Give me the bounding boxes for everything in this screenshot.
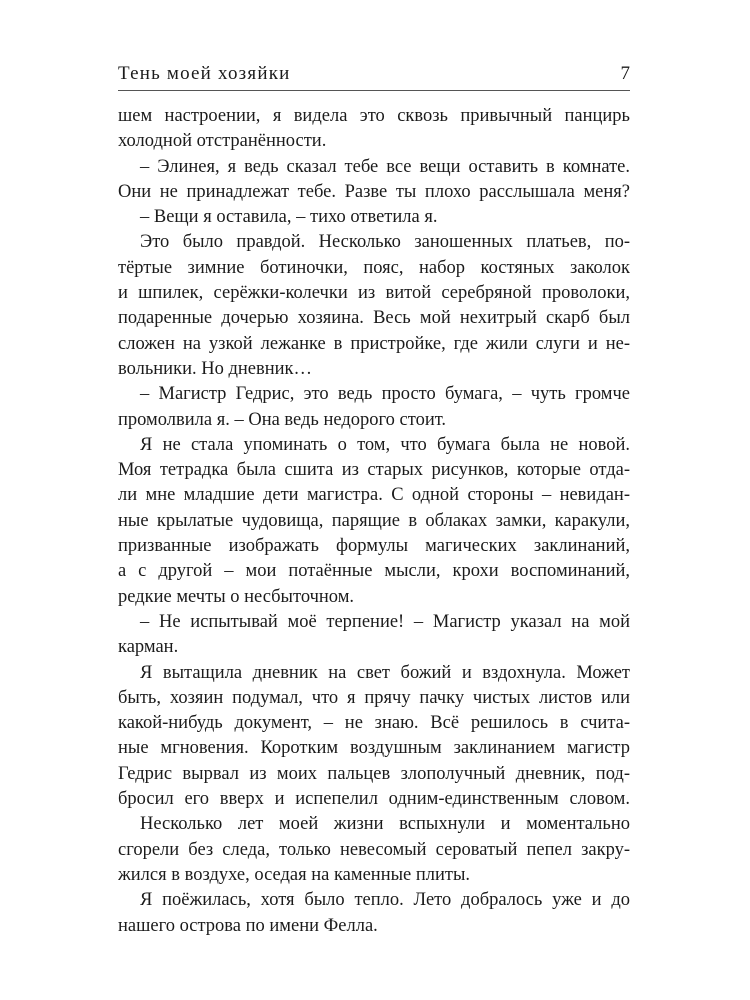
text-line: жился в воздухе, оседая на каменные плиты. xyxy=(118,864,471,885)
text-line: шем настроении, я видела это сквозь привычный панцирь xyxy=(118,106,630,126)
text-line: Несколько лет моей жизни вспыхнули и моментально xyxy=(140,814,630,835)
text-line: бросил его вверх и испепелил одним-единственным словом. xyxy=(118,789,630,810)
text-line: – Элинея, я ведь сказал тебе все вещи оставить в комнате. xyxy=(140,156,630,177)
text-line: сложен на узкой лежанке в пристройке, где жили слуги и не- xyxy=(118,333,630,354)
body-text xyxy=(118,104,630,939)
text-line: а с другой – мои потаённые мысли, крохи воспоминаний, xyxy=(118,561,630,582)
text-line: редкие мечты о несбыточном. xyxy=(118,586,355,607)
text-line: и шпилек, серёжки-колечки из витой серебряной проволоки, xyxy=(118,283,630,304)
text-line: промолвила я. – Она ведь недорого стоит. xyxy=(118,409,447,430)
header-rule xyxy=(118,90,630,91)
text-line: Я поёжилась, хотя было тепло. Лето добралось уже и до xyxy=(140,890,630,911)
text-line: Я не стала упоминать о том, что бумага была не новой. xyxy=(140,434,630,455)
text-line: карман. xyxy=(118,637,179,658)
text-line: Моя тетрадка была сшита из старых рисунков, которые отда- xyxy=(118,460,630,481)
text-line: – Не испытывай моё терпение! – Магистр указал на мой xyxy=(140,611,630,632)
running-header xyxy=(118,62,630,88)
text-line: Гедрис вырвал из моих пальцев злополучный дневник, под- xyxy=(118,763,630,784)
text-line: – Вещи я оставила, – тихо ответила я. xyxy=(140,207,438,228)
page-number: 7 xyxy=(620,63,630,84)
text-line: – Магистр Гедрис, это ведь просто бумага, – чуть громче xyxy=(140,384,630,405)
text-line: вольники. Но дневник… xyxy=(118,358,313,379)
text-line: подаренные дочерью хозяина. Весь мой нехитрый скарб был xyxy=(118,308,630,329)
text-line: тёртые зимние ботиночки, пояс, набор костяных заколок xyxy=(118,257,630,278)
text-line: какой-нибудь документ, – не знаю. Всё решилось в счита- xyxy=(118,713,630,734)
text-line: быть, хозяин подумал, что я прячу пачку чистых листов или xyxy=(118,687,630,708)
running-title: Тень моей хозяйки xyxy=(118,63,291,84)
text-line: Они не принадлежат тебе. Разве ты плохо расслышала меня? xyxy=(118,181,630,202)
text-line: ные мгновения. Коротким воздушным заклинанием магистр xyxy=(118,738,630,759)
text-line: ли мне младшие дети магистра. С одной стороны – невидан- xyxy=(118,485,630,506)
text-line: сгорели без следа, только невесомый сероватый пепел закру- xyxy=(118,839,630,860)
text-line: призванные изображать формулы магических заклинаний, xyxy=(118,536,630,557)
text-line: холодной отстранённости. xyxy=(118,131,327,152)
text-line: ные крылатые чудовища, парящие в облаках замки, каракули, xyxy=(118,510,630,531)
text-line: нашего острова по имени Фелла. xyxy=(118,915,378,936)
text-line: Я вытащила дневник на свет божий и вздохнула. Может xyxy=(140,662,630,683)
text-line: Это было правдой. Несколько заношенных платьев, по- xyxy=(140,232,630,253)
